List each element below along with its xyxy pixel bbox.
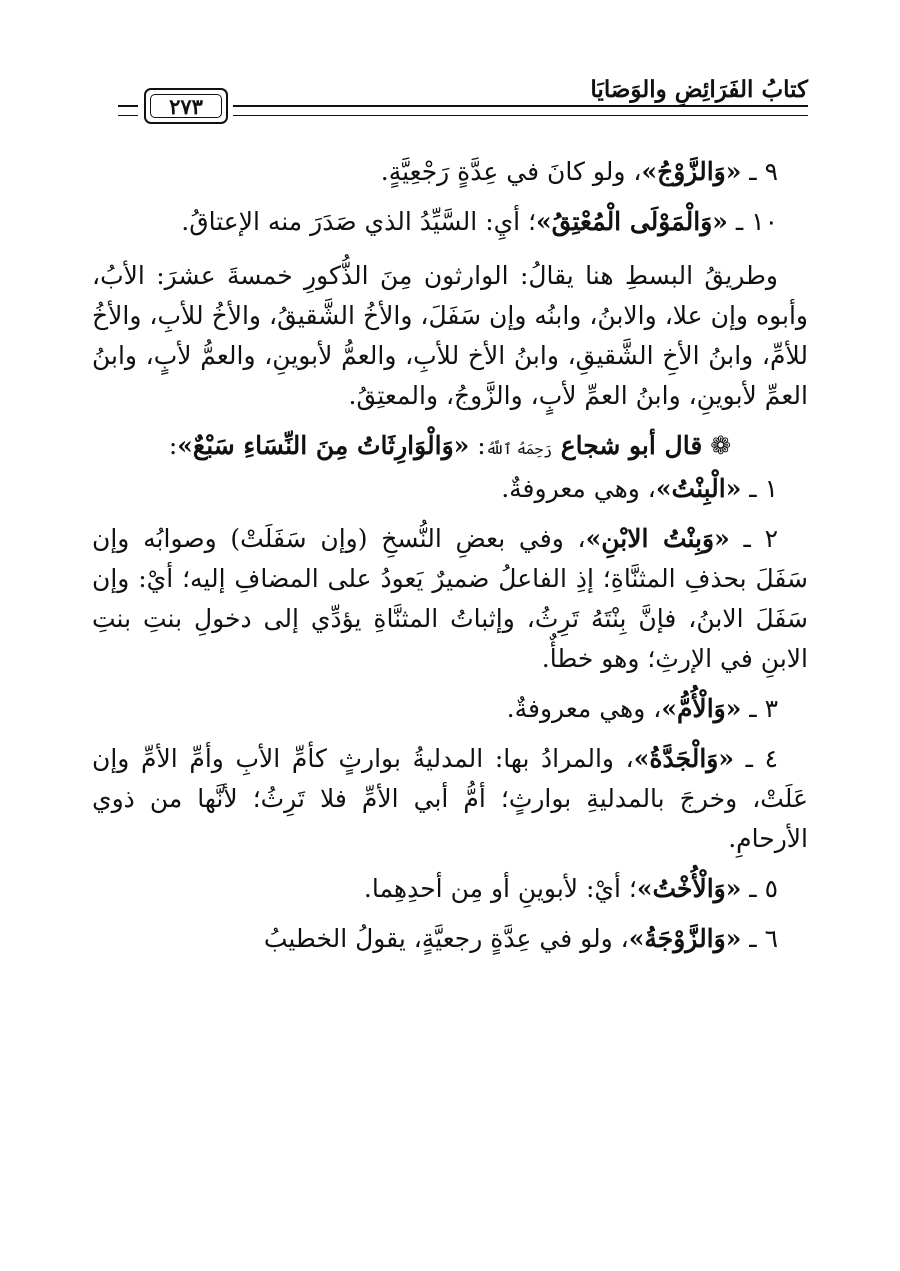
item-number: ٦ ـ [741, 924, 778, 953]
item-number: ٢ ـ [729, 524, 778, 553]
paragraph-5 [92, 869, 808, 909]
matn-term: «وَالزَّوْجَةُ» [628, 924, 742, 953]
page-number-frame [144, 88, 228, 124]
matn-term: «وَالْمَوْلَى الْمُعْتِقُ» [536, 207, 728, 236]
paragraph-9 [92, 152, 808, 192]
paragraph-10 [92, 202, 808, 242]
separator: : [469, 431, 486, 460]
commentary-text: ، ولو في عِدَّةٍ رجعيَّةٍ، يقولُ الخطيبُ [263, 924, 629, 953]
item-number: ١٠ ـ [727, 207, 778, 236]
item-number: ٣ ـ [741, 694, 778, 723]
matn-term: «وَالْجَدَّةُ» [633, 744, 734, 773]
commentary-text: ، وهي معروفةٌ. [506, 694, 662, 723]
commentary-text: ، وهي معروفةٌ. [501, 474, 656, 503]
commentary-text: ، ولو كانَ في عِدَّةٍ رَجْعِيَّةٍ. [380, 157, 642, 186]
matn-term: «وَبِنْتُ الابْنِ» [585, 524, 730, 553]
matn-heading [92, 426, 808, 469]
commentary-text: ؛ أيْ: لأبوينِ أو مِن أحدِهِما. [363, 874, 637, 903]
item-number: ٩ ـ [741, 157, 778, 186]
running-header [118, 74, 808, 124]
matn-term: «وَالْأُخْتُ» [636, 874, 742, 903]
paragraph-2 [92, 519, 808, 679]
flower-ornament-icon: ❁ [702, 431, 732, 460]
header-rule [233, 105, 808, 116]
book-title: كتابُ الفَرَائِضِ والوَصَايَا [590, 76, 808, 103]
page-body [92, 152, 808, 959]
page-number: ٢٧٣ [150, 94, 222, 118]
paragraph-4 [92, 739, 808, 859]
header-rule-left [118, 105, 138, 116]
item-number: ٥ ـ [741, 874, 778, 903]
honorific: رَحِمَهُ ٱللَّهُ [485, 440, 552, 458]
matn-term: «الْبِنْتُ» [655, 474, 742, 503]
matn-quote: «وَالْوَارِثَاتُ مِنَ النِّسَاءِ سَبْعٌ» [177, 431, 470, 460]
paragraph-1 [92, 469, 808, 509]
paragraph-male-heirs: وطريقُ البسطِ هنا يقالُ: الوارثون مِنَ الذُّكورِ خمسةَ عشرَ: الأبُ، وأبوه وإن علا، والابنُ، وابنُه وإن سَفَلَ، والأخُ الشَّقيقُ، والأخُ للأبِ، والأخُ للأمِّ، وابنُ الأخِ الشَّقيقِ، وابنُ الأخ للأبِ، والعمُّ لأبوينِ، والعمُّ لأبٍ، وابنُ العمِّ لأبوينِ، وابنُ العمِّ لأبٍ، والزَّوجُ، والمعتِقُ. [92, 261, 808, 410]
matn-term: «وَالزَّوْجُ» [641, 157, 742, 186]
item-number: ٤ ـ [733, 744, 779, 773]
paragraph-6 [92, 919, 808, 959]
matn-term: «وَالْأُمُّ» [661, 694, 742, 723]
colon: : [168, 431, 178, 460]
item-number: ١ ـ [741, 474, 778, 503]
commentary-text: ، وفي بعضِ النُّسخِ (وإن سَفَلَتْ) وصوابُه وإن سَفَلَ بحذفِ المثنَّاةِ؛ إذِ الفاعلُ ضميرٌ يَعودُ على المضافِ إليه؛ أيْ: وإن سَفَلَ الابنُ، فإنَّ بِنْتَهُ تَرِثُ، وإثباتُ المثنَّاةِ يؤدِّي إلى دخولِ بنتِ بنتِ الابنِ في الإرثِ؛ وهو خطأٌ. [92, 524, 808, 673]
author-name: قال أبو شجاع [551, 431, 703, 460]
commentary-text: ؛ أيِ: السَّيِّدُ الذي صَدَرَ منه الإعتاقُ. [181, 207, 537, 236]
paragraph-3 [92, 689, 808, 729]
commentary-text: ، والمرادُ بها: المدليةُ بوارثٍ كأمِّ الأبِ وأمِّ الأمِّ وإن عَلَتْ، وخرجَ بالمدليةِ بوارثٍ؛ أمُّ أبي الأمِّ فلا تَرِثُ؛ لأنَّها من ذوي الأرحامِ. [92, 744, 808, 853]
